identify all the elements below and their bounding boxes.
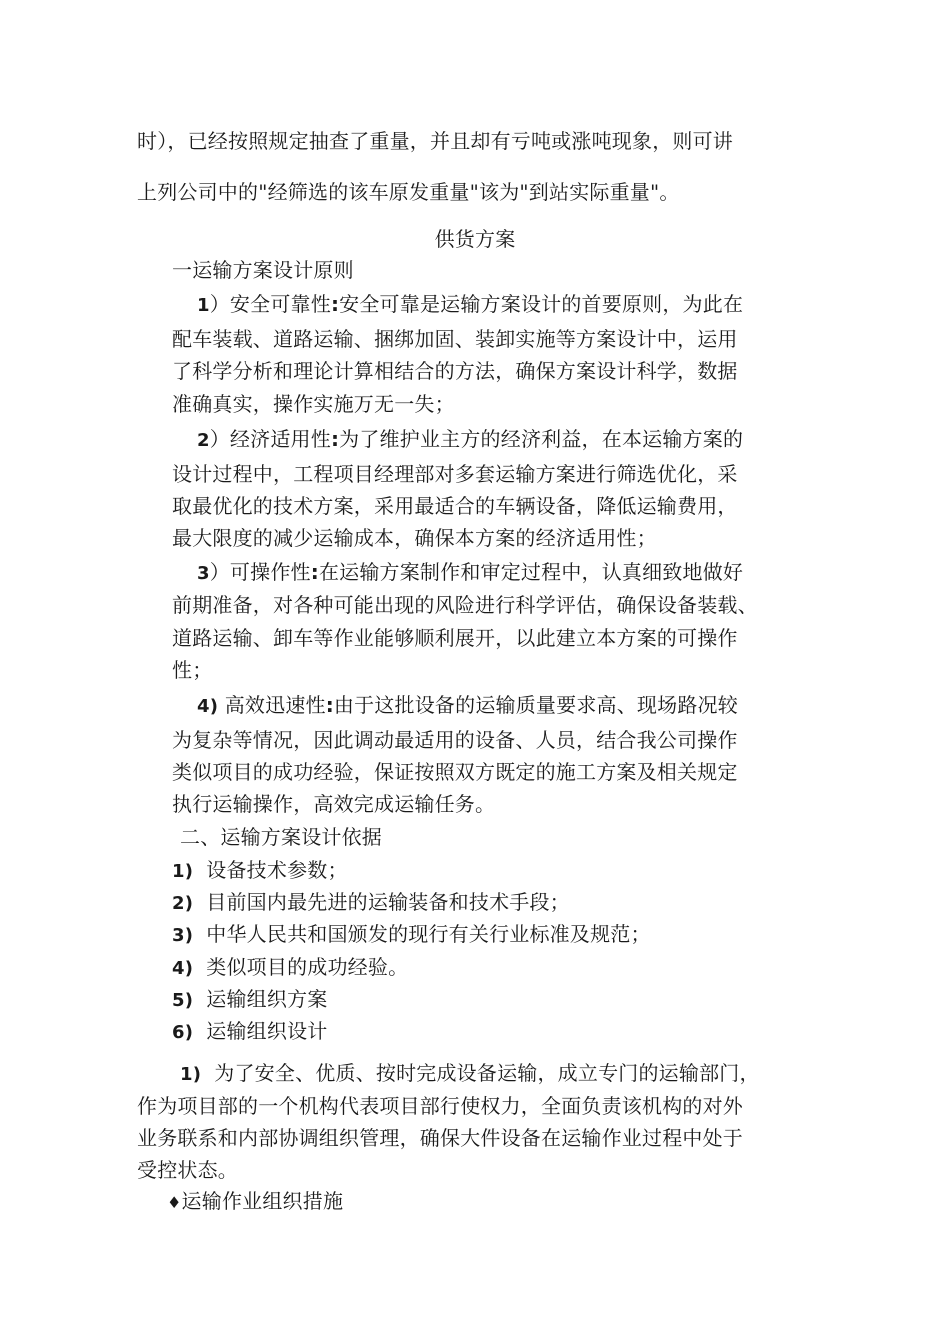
organization-number: 1) (180, 1064, 202, 1085)
basis-item-6-text: 运输组织设计 (206, 1019, 328, 1043)
principle-4-first-line (197, 691, 738, 721)
principle-3-text-0: 在运输方案制作和审定过程中，认真细致地做好 (318, 560, 744, 584)
principle-3-text-2: 道路运输、卸车等作业能够顺利展开，以此建立本方案的可操作 (172, 626, 738, 650)
principle-4-label: 高效迅速性 (218, 693, 326, 717)
principle-2-number: 2 (197, 430, 210, 451)
basis-item-4 (172, 953, 408, 983)
principle-3-colon: : (310, 560, 319, 584)
principle-2-colon: : (330, 427, 340, 451)
intro-line-1: 时），已经按照规定抽查了重量，并且却有亏吨或涨吨现象，则可讲 (137, 129, 733, 153)
principle-2-label: ）经济适用性 (209, 427, 331, 451)
principle-3-label: ）可操作性 (209, 560, 311, 584)
principle-4-text-2: 类似项目的成功经验，保证按照双方既定的施工方案及相关规定 (172, 760, 738, 784)
section-1-heading: 一运输方案设计原则 (172, 258, 354, 282)
principle-1-text-3: 准确真实，操作实施万无一失； (172, 392, 455, 416)
basis-item-6 (172, 1017, 327, 1047)
principle-1-number: 1 (197, 295, 210, 316)
principle-3-text-1: 前期准备，对各种可能出现的风险进行科学评估，确保设备装载、 (172, 593, 758, 617)
basis-item-3 (172, 920, 651, 950)
organization-text-2: 业务联系和内部协调组织管理，确保大件设备在运输作业过程中处于 (137, 1126, 743, 1150)
principle-4-text-0: 由于这批设备的运输质量要求高、现场路况较 (333, 693, 738, 717)
principle-1-text-2: 了科学分析和理论计算相结合的方法，确保方案设计科学，数据 (172, 359, 738, 383)
principle-2-first-line (197, 425, 743, 455)
principle-1-label: ）安全可靠性 (209, 292, 331, 316)
basis-item-2 (172, 888, 570, 918)
basis-item-3-number: 3) (172, 925, 194, 946)
intro-line-2: 上列公司中的"经筛选的该车原发重量"该为"到站实际重量"。 (137, 180, 680, 204)
section-2-heading: 二、运输方案设计依据 (180, 825, 382, 849)
bullet-line (167, 1187, 343, 1217)
principle-2-text-2: 取最优化的技术方案，采用最适合的车辆设备，降低运输费用， (172, 494, 738, 518)
organization-text-0: 为了安全、优质、按时完成设备运输，成立专门的运输部门， (214, 1061, 760, 1085)
basis-item-4-number: 4) (172, 958, 194, 979)
principle-3-first-line (197, 558, 743, 588)
basis-item-1-text: 设备技术参数； (206, 858, 348, 882)
basis-item-5-number: 5) (172, 990, 194, 1011)
basis-item-2-text: 目前国内最先进的运输装备和技术手段； (206, 890, 570, 914)
organization-text-3: 受控状态。 (137, 1158, 238, 1182)
basis-item-5 (172, 985, 327, 1015)
basis-item-1-number: 1) (172, 861, 194, 882)
bullet-text: 运输作业组织措施 (181, 1189, 344, 1213)
principle-3-text-3: 性； (172, 658, 213, 682)
document-title: 供货方案 (434, 227, 516, 251)
principle-1-text-0: 安全可靠是运输方案设计的首要原则，为此在 (339, 292, 744, 316)
principle-2-text-0: 为了维护业主方的经济利益，在本运输方案的 (339, 427, 744, 451)
basis-item-1 (172, 856, 348, 886)
principle-1-first-line (197, 290, 743, 320)
principle-1-text-1: 配车装载、道路运输、捆绑加固、装卸实施等方案设计中，运用 (172, 327, 738, 351)
principle-4-text-1: 为复杂等情况，因此调动最适用的设备、人员，结合我公司操作 (172, 728, 738, 752)
organization-text-1: 作为项目部的一个机构代表项目部行使权力，全面负责该机构的对外 (137, 1094, 743, 1118)
basis-item-2-number: 2) (172, 893, 194, 914)
basis-item-5-text: 运输组织方案 (206, 987, 328, 1011)
principle-4-text-3: 执行运输操作，高效完成运输任务。 (172, 792, 496, 816)
basis-item-3-text: 中华人民共和国颁发的现行有关行业标准及规范； (206, 922, 651, 946)
principle-1-colon: : (330, 292, 340, 316)
organization-first-line (180, 1059, 760, 1089)
principle-3-number: 3 (197, 563, 210, 584)
principle-2-text-3: 最大限度的减少运输成本，确保本方案的经济适用性； (172, 526, 657, 550)
diamond-bullet-icon: ♦ (167, 1193, 182, 1212)
principle-4-colon: : (325, 693, 334, 717)
basis-item-4-text: 类似项目的成功经验。 (206, 955, 409, 979)
principle-2-text-1: 设计过程中，工程项目经理部对多套运输方案进行筛选优化，采 (172, 462, 738, 486)
principle-4-number: 4) (197, 696, 219, 717)
basis-item-6-number: 6) (172, 1022, 194, 1043)
